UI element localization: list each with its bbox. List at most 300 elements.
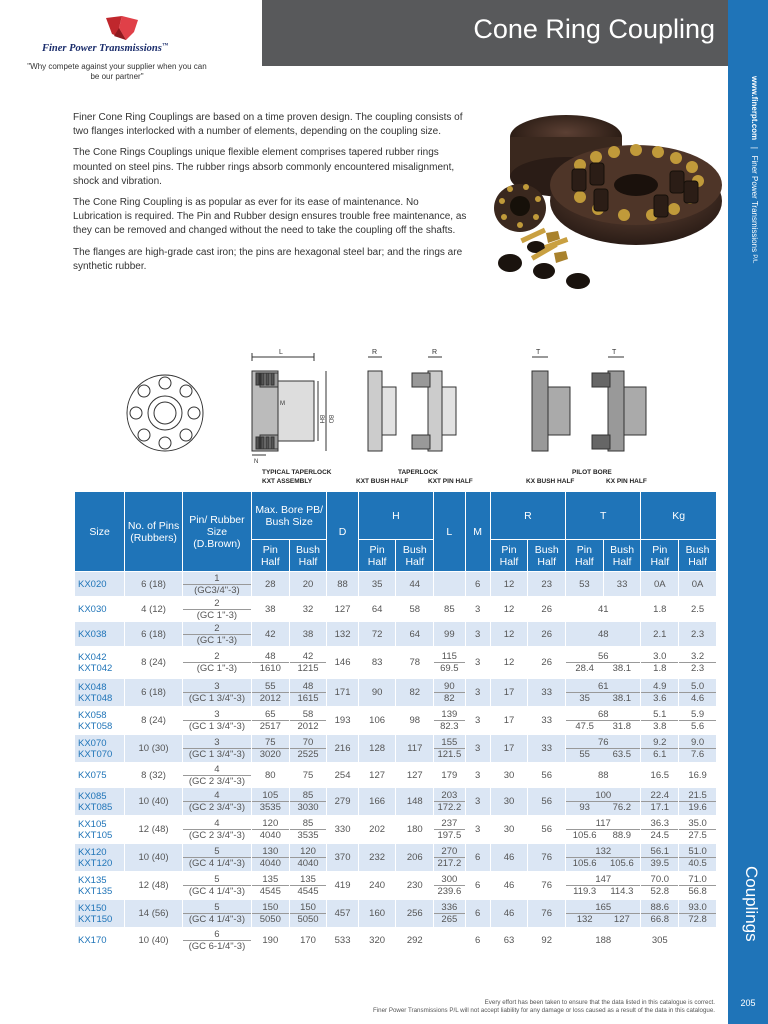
dimension-value: 330 (334, 824, 351, 835)
size-code: KXT070 (78, 748, 113, 760)
bore-value: 85 (290, 790, 327, 802)
cell-h-pin (358, 763, 396, 788)
cell-r-bush (528, 788, 566, 816)
cell-kg (641, 597, 679, 622)
dimension-value: 78 (409, 657, 421, 668)
cell-m (465, 816, 490, 844)
kg-value: 3.2 (679, 651, 716, 663)
bore-value: 48 (290, 681, 327, 693)
sub-header-pin-half: Pin Half (566, 540, 604, 572)
cell-bore-bush (289, 844, 327, 872)
dimension-value: 56 (541, 824, 552, 835)
cell-kg (641, 572, 679, 597)
cell-r-bush (528, 622, 566, 647)
dimension-value: 3 (474, 743, 481, 754)
rubber-size: (GC 4 1/4"-3) (188, 858, 245, 869)
cell-rubber (182, 816, 251, 844)
pins-value: 12 (48) (138, 824, 169, 835)
bore-value: 135 (290, 874, 327, 886)
table-row (75, 763, 717, 788)
kg-value: 72.8 (688, 914, 707, 925)
kg-value: 2.3 (690, 663, 705, 674)
dimension-value: 256 (406, 908, 423, 919)
t-value: 53 (579, 578, 590, 590)
cell-t (566, 788, 641, 816)
kg-value: 56.8 (688, 886, 707, 897)
cell-h-bush (396, 900, 434, 928)
cell-kg (679, 572, 717, 597)
t-value: 61 (566, 681, 640, 693)
l-value: 121.5 (437, 749, 462, 760)
cell-h-bush (396, 735, 434, 763)
dimension-value: 63 (503, 935, 515, 946)
cell-d (327, 763, 358, 788)
size-code: KXT150 (78, 913, 113, 925)
table-body (75, 572, 717, 954)
l-value: 90 (434, 681, 464, 693)
dimension-value: 56 (541, 769, 552, 781)
cell-d (327, 788, 358, 816)
dimension-value: 132 (334, 628, 351, 640)
kg-value: 0A (653, 578, 666, 590)
rubber-size: (GC 1"-3) (196, 634, 238, 646)
dimension-value: 127 (334, 603, 351, 615)
cell-bore-bush (289, 622, 327, 647)
cell-bore-bush (289, 872, 327, 900)
sub-header-bush-half: Bush Half (679, 540, 717, 572)
kg-value: 93.0 (679, 902, 716, 914)
size-code: KXT135 (78, 885, 113, 897)
t-value: 165 (566, 902, 640, 914)
page-number: 205 (740, 998, 756, 1008)
cell-kg (679, 707, 717, 735)
size-code: KX038 (78, 628, 107, 640)
pins-value: 14 (56) (138, 908, 169, 919)
cell-h-pin (358, 622, 396, 647)
sub-header-bush-half: Bush Half (289, 540, 327, 572)
dimension-value: 3 (474, 769, 481, 781)
cell-rubber (182, 928, 251, 954)
cell-pins (125, 788, 183, 816)
cell-size (75, 900, 125, 928)
kg-value: 3.8 (653, 721, 667, 732)
cell-r-pin (490, 872, 528, 900)
size-code: KX075 (78, 769, 107, 781)
kg-value: 40.5 (688, 858, 707, 869)
kg-value: 22.4 (641, 790, 678, 802)
t-value: 147 (566, 874, 640, 886)
t-value: 105.6 (572, 830, 597, 841)
dimension-value: 26 (541, 657, 552, 668)
bore-value: 120 (252, 818, 289, 830)
disclaimer (300, 999, 715, 1014)
rubber-size: 3 (183, 681, 251, 693)
col-header-h: H (358, 492, 433, 540)
cell-kg (641, 900, 679, 928)
cell-h-pin (358, 788, 396, 816)
bore-value: 75 (302, 769, 314, 781)
l-value: 69.5 (440, 663, 459, 674)
rubber-size: (GC 4 1/4"-3) (188, 914, 245, 925)
cell-r-pin (490, 763, 528, 788)
dimension-value: 457 (334, 908, 351, 919)
size-code: KX085 (78, 790, 107, 802)
cell-kg (679, 844, 717, 872)
bore-value: 2012 (259, 693, 281, 704)
intro-paragraph: The Cone Ring Coupling is as popular as ever for its ease of maintenance. No Lubrication is required. The Pin and Rubber design ensures trouble free maintenance, as they can be removed and changed without the need to take the coupling off the shafts. (73, 197, 467, 237)
brand-logo (42, 14, 212, 62)
dimension-value: 17 (503, 687, 515, 698)
pins-value: 10 (40) (138, 796, 169, 807)
intro-paragraph: The flanges are high-grade cast iron; the pins are hexagonal steel bar; and the rings are synthetic rubber. (73, 246, 463, 272)
dim-label: L (279, 349, 283, 356)
cell-r-bush (528, 872, 566, 900)
cell-h-bush (396, 622, 434, 647)
cell-h-bush (396, 872, 434, 900)
sub-header-bush-half: Bush Half (603, 540, 641, 572)
t-value: 56 (566, 651, 640, 663)
l-value: 179 (441, 769, 458, 781)
t-value: 127 (613, 914, 630, 925)
dimension-value: 30 (503, 824, 515, 835)
cell-bore-bush (289, 928, 327, 954)
kg-value: 6.1 (653, 749, 667, 760)
t-value: 100 (566, 790, 640, 802)
dimension-value: 26 (541, 628, 552, 640)
kg-value: 35.0 (679, 818, 716, 830)
cell-r-pin (490, 597, 528, 622)
cell-kg (679, 816, 717, 844)
dimension-value: 171 (334, 687, 351, 698)
cell-l (434, 763, 465, 788)
brand-name: Finer Power Transmissions™ (42, 43, 168, 54)
rubber-size: (GC 1 3/4"-3) (188, 721, 245, 732)
rubber-size: (GC 2 3/4"-3) (188, 775, 245, 787)
technical-drawing (120, 343, 700, 488)
kg-value: 39.5 (650, 858, 670, 869)
cell-pins (125, 900, 183, 928)
sidebar-url: www.finerpt.com | Finer Power Transmissions P/L (750, 76, 759, 264)
drawing-caption: TAPERLOCK KXT BUSH HALF KXT PIN HALF (356, 469, 473, 485)
pins-value: 10 (40) (138, 935, 169, 946)
dimension-value: 98 (409, 715, 421, 726)
cell-pins (125, 622, 183, 647)
col-header-pins: No. of Pins (Rubbers) (125, 492, 183, 572)
cell-kg (641, 844, 679, 872)
cell-rubber (182, 788, 251, 816)
t-sub (566, 858, 640, 869)
cell-kg (679, 735, 717, 763)
dimension-value: 202 (369, 824, 386, 835)
t-value: 117 (566, 818, 640, 830)
cell-kg (679, 872, 717, 900)
kg-value: 56.1 (641, 846, 678, 858)
size-code: KXT048 (78, 692, 113, 704)
rubber-size: 1 (183, 573, 251, 585)
rubber-size: 3 (183, 709, 251, 721)
cell-h-pin (358, 572, 396, 597)
drawing-caption: TYPICAL TAPERLOCK KXT ASSEMBLY (262, 469, 332, 485)
dimension-value: 12 (503, 578, 515, 590)
cell-h-bush (396, 816, 434, 844)
dimension-value: 72 (371, 628, 383, 640)
bore-value: 5050 (259, 914, 281, 925)
cell-r-pin (490, 788, 528, 816)
cell-bore-bush (289, 763, 327, 788)
size-code: KX070 (78, 737, 107, 749)
t-value: 93 (579, 802, 590, 813)
col-header-m: M (465, 492, 490, 572)
cell-bore-pin (251, 788, 289, 816)
t-sub (566, 721, 640, 732)
intro-paragraph: The Cone Rings Couplings unique flexible element comprises tapered rubber rings mounted on steel pins. The rubber rings absorb commonly encountered misalignment, shock and vibration. (73, 147, 455, 187)
cell-bore-pin (251, 622, 289, 647)
bore-value: 3535 (259, 802, 281, 813)
cell-h-pin (358, 597, 396, 622)
cell-r-pin (490, 572, 528, 597)
l-value: 139 (434, 709, 464, 721)
cell-r-bush (528, 900, 566, 928)
dimension-value: 82 (409, 687, 421, 698)
cell-bore-bush (289, 900, 327, 928)
bore-value: 4545 (297, 886, 319, 897)
dimension-value: 46 (503, 852, 515, 863)
kg-value: 2.5 (690, 603, 705, 615)
bore-value: 130 (252, 846, 289, 858)
kg-value: 66.8 (650, 914, 670, 925)
t-sub (566, 830, 640, 841)
cell-l (434, 844, 465, 872)
disclaimer-line: Every effort has been taken to ensure that the data listed in this catalogue is correct. (484, 999, 715, 1006)
cell-pins (125, 647, 183, 679)
dimension-value: 26 (541, 603, 552, 615)
table-row (75, 928, 717, 954)
dimension-value: 76 (541, 880, 552, 891)
brand-tagline: "Why compete against your supplier when you can be our partner" (27, 62, 207, 81)
bore-value: 75 (252, 737, 289, 749)
cell-bore-pin (251, 572, 289, 597)
dimension-value: 128 (369, 743, 386, 754)
cell-kg (641, 872, 679, 900)
cell-m (465, 763, 490, 788)
rubber-size: (GC3/4"-3) (194, 584, 240, 596)
bore-value: 2517 (259, 721, 281, 732)
dimension-value: 106 (369, 715, 386, 726)
intro-paragraph: Finer Cone Ring Couplings are based on a time proven design. The coupling consists of two flanges interlocked with a number of elements, depending on the coupling size. (73, 112, 463, 138)
l-value: 237 (434, 818, 464, 830)
cell-d (327, 622, 358, 647)
dim-label: N (254, 459, 259, 465)
cell-r-bush (528, 572, 566, 597)
bore-value: 55 (252, 681, 289, 693)
dimension-value: 6 (474, 908, 481, 919)
bore-value: 1615 (297, 693, 319, 704)
bore-value: 28 (265, 578, 276, 590)
cell-kg (679, 597, 717, 622)
size-code: KX135 (78, 874, 107, 886)
cell-r-pin (490, 679, 528, 707)
cell-r-bush (528, 735, 566, 763)
t-value: 68 (566, 709, 640, 721)
dimension-value: 76 (541, 908, 552, 919)
rubber-size: (GC 1"-3) (196, 663, 238, 674)
cell-r-bush (528, 679, 566, 707)
dimension-value: 146 (334, 657, 351, 668)
cell-h-pin (358, 928, 396, 954)
cell-size (75, 788, 125, 816)
dimension-value: 76 (541, 852, 552, 863)
cell-size (75, 872, 125, 900)
dimension-value: 83 (371, 657, 383, 668)
cell-kg (679, 928, 717, 954)
cell-r-bush (528, 816, 566, 844)
cell-m (465, 872, 490, 900)
cell-kg (641, 928, 679, 954)
col-header-pin-rubber: Pin/ Rubber Size (D.Brown) (182, 492, 251, 572)
kg-value: 5.9 (679, 709, 716, 721)
cell-h-bush (396, 647, 434, 679)
pins-value: 8 (32) (141, 769, 166, 781)
cell-t (603, 572, 641, 597)
t-value: 105.6 (572, 858, 597, 869)
l-value: 300 (434, 874, 464, 886)
cell-t (566, 928, 641, 954)
sidebar-company: Finer Power Transmissions (750, 155, 759, 253)
col-header-max-bore: Max. Bore PB/ Bush Size (251, 492, 326, 540)
cell-t (566, 816, 641, 844)
cell-rubber (182, 597, 251, 622)
cell-rubber (182, 900, 251, 928)
dimension-value: 3 (474, 796, 481, 807)
dimension-value: 127 (369, 769, 386, 781)
cell-rubber (182, 647, 251, 679)
dimension-value: 35 (371, 578, 383, 590)
size-code: KX058 (78, 709, 107, 721)
cell-pins (125, 844, 183, 872)
bore-value: 48 (252, 651, 289, 663)
cell-bore-pin (251, 844, 289, 872)
website-link[interactable]: www.finerpt.com (750, 76, 759, 141)
kg-value: 5.0 (679, 681, 716, 693)
cell-pins (125, 928, 183, 954)
dimension-value: 127 (406, 769, 423, 781)
cell-h-bush (396, 707, 434, 735)
l-value: 172.2 (437, 802, 462, 813)
cell-r-bush (528, 763, 566, 788)
cell-m (465, 844, 490, 872)
cell-bore-pin (251, 735, 289, 763)
cell-h-pin (358, 679, 396, 707)
kg-value: 21.5 (679, 790, 716, 802)
cell-pins (125, 735, 183, 763)
rubber-size: (GC 1"-3) (196, 609, 238, 621)
bore-value: 1215 (297, 663, 319, 674)
dimension-value: 166 (369, 796, 386, 807)
sub-header-pin-half: Pin Half (641, 540, 679, 572)
cell-kg (679, 900, 717, 928)
dimension-value: 193 (334, 715, 351, 726)
pins-value: 12 (48) (138, 880, 169, 891)
bore-value: 2525 (297, 749, 319, 760)
rubber-size: 6 (183, 929, 251, 941)
sub-header-pin-half: Pin Half (358, 540, 396, 572)
cell-t (566, 872, 641, 900)
size-code: KX170 (78, 935, 107, 946)
kg-value: 3.0 (641, 651, 678, 663)
cell-l (434, 735, 465, 763)
l-value: 82.3 (440, 721, 459, 732)
rubber-size: 4 (183, 790, 251, 802)
cell-l (434, 900, 465, 928)
sub-header-pin-half: Pin Half (251, 540, 289, 572)
dimension-value: 33 (541, 715, 552, 726)
cell-rubber (182, 763, 251, 788)
dimension-value: 3 (474, 715, 481, 726)
cell-l (434, 597, 465, 622)
bore-value: 3535 (297, 830, 319, 841)
cell-rubber (182, 572, 251, 597)
dimension-value: 240 (369, 880, 386, 891)
kg-value: 5.1 (641, 709, 678, 721)
t-value: 48 (597, 628, 609, 640)
bore-value: 3030 (297, 802, 319, 813)
col-header-l: L (434, 492, 465, 572)
t-value: 188 (595, 935, 612, 946)
t-value: 105.6 (609, 858, 634, 869)
col-header-d: D (327, 492, 358, 572)
cell-t (566, 763, 641, 788)
dim-label: T (536, 349, 541, 356)
cell-l (434, 622, 465, 647)
cell-r-pin (490, 816, 528, 844)
bore-value: 42 (265, 628, 276, 640)
t-value: 41 (597, 603, 609, 615)
t-value: 132 (566, 846, 640, 858)
sub-header-bush-half: Bush Half (528, 540, 566, 572)
l-value: 239.6 (437, 886, 462, 897)
t-value: 76 (566, 737, 640, 749)
l-value: 217.2 (437, 858, 462, 869)
bore-value: 150 (290, 902, 327, 914)
cell-h-pin (358, 647, 396, 679)
cell-r-pin (490, 707, 528, 735)
cell-d (327, 872, 358, 900)
cell-rubber (182, 735, 251, 763)
cell-kg (679, 622, 717, 647)
bore-value: 65 (252, 709, 289, 721)
cell-kg (641, 788, 679, 816)
dimension-value: 292 (406, 935, 423, 946)
kg-value: 17.1 (650, 802, 670, 813)
cell-m (465, 572, 490, 597)
intro-text (73, 111, 468, 281)
bore-value: 80 (265, 769, 276, 781)
cell-m (465, 647, 490, 679)
dimension-value: 90 (371, 687, 383, 698)
dimension-value: 419 (334, 880, 351, 891)
kg-value: 7.6 (690, 749, 705, 760)
rubber-size: (GC 2 3/4"-3) (188, 802, 245, 813)
rubber-size: 5 (183, 846, 251, 858)
table-row (75, 816, 717, 844)
cell-h-bush (396, 788, 434, 816)
col-header-t: T (566, 492, 641, 540)
size-code: KX030 (78, 603, 107, 615)
pins-value: 6 (18) (141, 578, 166, 590)
cell-l (434, 816, 465, 844)
page-title: Cone Ring Coupling (473, 14, 715, 44)
kg-value: 51.0 (679, 846, 716, 858)
